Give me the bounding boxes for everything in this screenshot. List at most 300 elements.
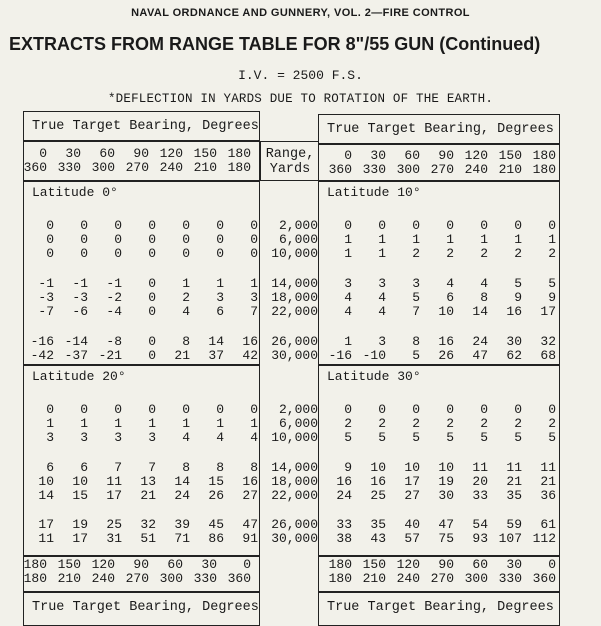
lat30-cell: 0 [514, 402, 522, 417]
bearing-value: 180 [532, 148, 556, 163]
lat20-cell: 26 [208, 488, 224, 503]
bearing-value: 0 [243, 557, 251, 572]
lat20-cell: 13 [140, 474, 156, 489]
lat0-cell: 0 [250, 218, 258, 233]
lat0-cell: 0 [182, 246, 190, 261]
lat10-cell: 5 [412, 348, 420, 363]
lat10-cell: 4 [446, 276, 454, 291]
bearing-value: 240 [159, 160, 183, 175]
lat10-cell: 8 [480, 290, 488, 305]
lat0-cell: 42 [242, 348, 258, 363]
lat20-cell: 8 [250, 460, 258, 475]
range-value-lower: 10,000 [271, 430, 318, 445]
lat10-cell: 68 [540, 348, 556, 363]
lat30-cell: 59 [506, 517, 522, 532]
lat30-cell: 17 [404, 474, 420, 489]
bearing-value: 60 [472, 557, 488, 572]
bearing-value: 240 [464, 162, 488, 177]
lat30-cell: 5 [514, 430, 522, 445]
lat10-cell: 0 [412, 218, 420, 233]
lat30-cell: 27 [404, 488, 420, 503]
lat20-cell: 91 [242, 531, 258, 546]
deflection-note: *DEFLECTION IN YARDS DUE TO ROTATION OF THE EARTH. [107, 92, 494, 106]
range-value: 30,000 [271, 348, 318, 363]
lat10-cell: 3 [378, 334, 386, 349]
lat20-cell: 0 [250, 402, 258, 417]
lat10-cell: 2 [446, 246, 454, 261]
lat0-cell: -1 [38, 276, 54, 291]
bearing-value: 30 [201, 557, 217, 572]
lat30-cell: 24 [336, 488, 352, 503]
bearing-value: 60 [167, 557, 183, 572]
lat10-cell: 1 [446, 232, 454, 247]
lat0-cell: 0 [216, 246, 224, 261]
left-header-box [23, 111, 260, 141]
bearing-value: 270 [125, 571, 149, 586]
lat10-cell: 1 [548, 232, 556, 247]
bearing-value: 0 [344, 148, 352, 163]
lat20-cell: 4 [216, 430, 224, 445]
lat30-cell: 20 [472, 474, 488, 489]
lat30-cell: 0 [548, 402, 556, 417]
lat20-cell: 11 [38, 531, 54, 546]
lat10-cell: 16 [506, 304, 522, 319]
lat10-cell: 4 [344, 304, 352, 319]
bearing-value: 150 [498, 148, 522, 163]
lat20-cell: 32 [140, 517, 156, 532]
bearing-value: 210 [498, 162, 522, 177]
lat20-cell: 17 [38, 517, 54, 532]
lat30-cell: 10 [438, 460, 454, 475]
bearing-value: 360 [23, 160, 47, 175]
bearing-value: 210 [57, 571, 81, 586]
iv-line: I.V. = 2500 F.S. [238, 68, 363, 83]
lat0-label: Latitude 0° [32, 185, 118, 200]
bearing-value: 300 [396, 162, 420, 177]
lat30-cell: 35 [370, 517, 386, 532]
lat10-cell: 0 [378, 218, 386, 233]
lat30-cell: 35 [506, 488, 522, 503]
bearing-value: 180 [23, 557, 47, 572]
lat30-cell: 5 [548, 430, 556, 445]
bearing-value: 330 [193, 571, 217, 586]
lat30-cell: 5 [378, 430, 386, 445]
lat0-cell: 0 [148, 348, 156, 363]
lat30-cell: 2 [446, 416, 454, 431]
bearing-row [318, 572, 556, 586]
lat20-cell: 27 [242, 488, 258, 503]
lat20-cell: 3 [46, 430, 54, 445]
lat0-cell: -4 [106, 304, 122, 319]
lat30-cell: 5 [412, 430, 420, 445]
lat10-cell: 9 [548, 290, 556, 305]
bearing-row [318, 149, 556, 163]
lat30-cell: 21 [506, 474, 522, 489]
bearing-value: 270 [125, 160, 149, 175]
bearing-row [13, 558, 251, 572]
lat30-cell: 16 [336, 474, 352, 489]
lat10-cell: 0 [548, 218, 556, 233]
lat10-cell: 26 [438, 348, 454, 363]
lat0-cell: 0 [114, 218, 122, 233]
lat10-cell: 32 [540, 334, 556, 349]
lat10-cell: 5 [412, 290, 420, 305]
range-value-lower: 30,000 [271, 531, 318, 546]
lat0-cell: 0 [46, 218, 54, 233]
bearing-value: 120 [91, 557, 115, 572]
lat0-cell: 0 [250, 232, 258, 247]
lat20-cell: 3 [80, 430, 88, 445]
lat10-cell: 4 [378, 290, 386, 305]
left-header-label: True Target Bearing, Degrees [32, 119, 259, 134]
lat10-cell: 1 [378, 232, 386, 247]
lat20-cell: 10 [72, 474, 88, 489]
lat20-cell: 6 [46, 460, 54, 475]
lat0-cell: 6 [216, 304, 224, 319]
bearing-row [13, 161, 251, 175]
lat20-cell: 17 [106, 488, 122, 503]
lat0-cell: 0 [148, 232, 156, 247]
bearing-value: 330 [498, 571, 522, 586]
bearing-value: 90 [133, 146, 149, 161]
lat30-cell: 33 [336, 517, 352, 532]
lat0-cell: 0 [80, 246, 88, 261]
lat0-cell: 0 [148, 218, 156, 233]
lat0-cell: 0 [148, 304, 156, 319]
lat30-cell: 5 [480, 430, 488, 445]
lat0-cell: 0 [148, 276, 156, 291]
lat30-cell: 25 [370, 488, 386, 503]
lat10-cell: -16 [328, 348, 352, 363]
lat0-cell: -6 [72, 304, 88, 319]
lat20-cell: 31 [106, 531, 122, 546]
lat10-cell: 1 [344, 246, 352, 261]
lat20-cell: 4 [250, 430, 258, 445]
lat20-cell: 7 [114, 460, 122, 475]
bearing-value: 120 [464, 148, 488, 163]
range-value-lower: 18,000 [271, 474, 318, 489]
lat10-cell: 5 [548, 276, 556, 291]
lat30-cell: 38 [336, 531, 352, 546]
lat10-cell: 3 [344, 276, 352, 291]
lat20-cell: 0 [114, 402, 122, 417]
bearing-value: 330 [57, 160, 81, 175]
lat0-cell: 14 [208, 334, 224, 349]
lat0-cell: -7 [38, 304, 54, 319]
lat20-cell: 10 [38, 474, 54, 489]
right-bearings [318, 149, 556, 177]
lat30-cell: 0 [344, 402, 352, 417]
lat10-cell: 5 [514, 276, 522, 291]
lat20-cell: 1 [182, 416, 190, 431]
lat30-cell: 5 [344, 430, 352, 445]
bearing-value: 120 [396, 557, 420, 572]
lat30-cell: 11 [540, 460, 556, 475]
lat0-cell: 0 [80, 218, 88, 233]
lat0-cell: 1 [250, 276, 258, 291]
lat0-cell: -42 [30, 348, 54, 363]
lat10-cell: 2 [514, 246, 522, 261]
lat20-cell: 0 [46, 402, 54, 417]
lat10-cell: 0 [480, 218, 488, 233]
bearing-value: 30 [370, 148, 386, 163]
bearing-row [13, 572, 251, 586]
lat0-cell: -1 [72, 276, 88, 291]
lat30-cell: 21 [540, 474, 556, 489]
bearing-value: 240 [396, 571, 420, 586]
lat0-cell: 0 [114, 232, 122, 247]
bearing-row [318, 163, 556, 177]
lat30-cell: 43 [370, 531, 386, 546]
lat0-cell: 3 [250, 290, 258, 305]
bearing-value: 180 [23, 571, 47, 586]
lat0-cell: 16 [242, 334, 258, 349]
lat20-cell: 47 [242, 517, 258, 532]
lat20-cell: 71 [174, 531, 190, 546]
lat0-cell: -16 [30, 334, 54, 349]
left-footer-bearings [13, 558, 251, 586]
lat0-cell: 0 [46, 246, 54, 261]
lat30-cell: 54 [472, 517, 488, 532]
lat0-cell: 0 [148, 246, 156, 261]
lat10-cell: 1 [480, 232, 488, 247]
lat20-cell: 4 [182, 430, 190, 445]
lat30-cell: 9 [344, 460, 352, 475]
bearing-value: 30 [506, 557, 522, 572]
range-value-lower: 6,000 [278, 416, 318, 431]
lat20-cell: 1 [216, 416, 224, 431]
lat0-cell: -8 [106, 334, 122, 349]
lat0-cell: 8 [182, 334, 190, 349]
lat0-cell: 7 [250, 304, 258, 319]
lat10-cell: 24 [472, 334, 488, 349]
lat10-cell: 0 [446, 218, 454, 233]
lat30-cell: 0 [480, 402, 488, 417]
lat20-cell: 86 [208, 531, 224, 546]
bearing-value: 60 [404, 148, 420, 163]
lat20-cell: 0 [148, 402, 156, 417]
lat20-cell: 19 [72, 517, 88, 532]
range-value-lower: 22,000 [271, 488, 318, 503]
right-header-box [318, 114, 560, 144]
lat10-cell: 3 [412, 276, 420, 291]
lat30-cell: 19 [438, 474, 454, 489]
lat10-cell: 14 [472, 304, 488, 319]
bearing-value: 90 [438, 148, 454, 163]
lat20-cell: 1 [114, 416, 122, 431]
lat10-cell: 3 [378, 276, 386, 291]
lat10-cell: 6 [446, 290, 454, 305]
lat20-cell: 0 [80, 402, 88, 417]
lat30-cell: 112 [532, 531, 556, 546]
lat30-cell: 107 [498, 531, 522, 546]
lat30-cell: 93 [472, 531, 488, 546]
lat0-cell: 3 [216, 290, 224, 305]
bearing-value: 30 [65, 146, 81, 161]
lat0-cell: -3 [38, 290, 54, 305]
lat30-cell: 61 [540, 517, 556, 532]
lat20-cell: 21 [140, 488, 156, 503]
lat0-cell: -2 [106, 290, 122, 305]
lat30-cell: 75 [438, 531, 454, 546]
left-bearings [13, 147, 251, 175]
lat20-cell: 1 [80, 416, 88, 431]
lat10-cell: 4 [344, 290, 352, 305]
range-label-2: Yards [269, 162, 311, 177]
lat30-cell: 2 [514, 416, 522, 431]
lat0-cell: -1 [106, 276, 122, 291]
lat20-cell: 1 [250, 416, 258, 431]
lat0-cell: 0 [46, 232, 54, 247]
lat30-cell: 47 [438, 517, 454, 532]
lat10-cell: 0 [514, 218, 522, 233]
bearing-value: 0 [39, 146, 47, 161]
lat30-cell: 2 [412, 416, 420, 431]
bearing-value: 0 [548, 557, 556, 572]
range-value: 22,000 [271, 304, 318, 319]
lat30-cell: 30 [438, 488, 454, 503]
lat10-cell: 1 [344, 232, 352, 247]
lat10-cell: 47 [472, 348, 488, 363]
lat20-cell: 14 [38, 488, 54, 503]
bearing-value: 210 [362, 571, 386, 586]
lat10-cell: 7 [412, 304, 420, 319]
range-value-lower: 14,000 [271, 460, 318, 475]
range-value: 18,000 [271, 290, 318, 305]
lat30-cell: 5 [446, 430, 454, 445]
lat20-cell: 45 [208, 517, 224, 532]
lat0-cell: 21 [174, 348, 190, 363]
page-title [9, 34, 540, 55]
bearing-value: 180 [328, 557, 352, 572]
lat30-cell: 0 [378, 402, 386, 417]
lat0-cell: 2 [182, 290, 190, 305]
lat0-cell: 0 [182, 218, 190, 233]
lat20-cell: 24 [174, 488, 190, 503]
lat30-cell: 2 [344, 416, 352, 431]
right-bottom-header-box [318, 592, 560, 626]
lat10-cell: 10 [438, 304, 454, 319]
lat10-cell: 2 [412, 246, 420, 261]
lat30-cell: 36 [540, 488, 556, 503]
bearing-value: 360 [532, 571, 556, 586]
lat10-cell: 2 [480, 246, 488, 261]
lat0-cell: 1 [216, 276, 224, 291]
lat20-cell: 16 [242, 474, 258, 489]
bearing-value: 150 [362, 557, 386, 572]
bearing-value: 240 [91, 571, 115, 586]
lat20-cell: 14 [174, 474, 190, 489]
bearing-value: 180 [227, 146, 251, 161]
lat10-cell: 16 [438, 334, 454, 349]
lat20-label: Latitude 20° [32, 369, 126, 384]
lat20-cell: 17 [72, 531, 88, 546]
range-value: 14,000 [271, 276, 318, 291]
lat30-cell: 2 [378, 416, 386, 431]
right-header-label: True Target Bearing, Degrees [327, 122, 554, 137]
lat10-cell: 0 [344, 218, 352, 233]
lat30-cell: 0 [412, 402, 420, 417]
lat20-cell: 15 [208, 474, 224, 489]
right-bottom-header-label: True Target Bearing, Degrees [327, 600, 554, 615]
bearing-value: 360 [227, 571, 251, 586]
left-bottom-header-box [23, 592, 260, 626]
lat20-cell: 0 [216, 402, 224, 417]
right-footer-bearings [318, 558, 556, 586]
bearing-value: 120 [159, 146, 183, 161]
bearing-value: 60 [99, 146, 115, 161]
lat20-cell: 15 [72, 488, 88, 503]
lat10-cell: 1 [344, 334, 352, 349]
bearing-value: 300 [464, 571, 488, 586]
title-main: EXTRACTS FROM RANGE TABLE FOR 8"/55 GUN [9, 34, 435, 54]
lat30-cell: 0 [446, 402, 454, 417]
bearing-value: 90 [133, 557, 149, 572]
lat10-cell: 1 [412, 232, 420, 247]
lat0-cell: 37 [208, 348, 224, 363]
lat0-cell: -21 [98, 348, 122, 363]
lat20-cell: 3 [148, 430, 156, 445]
lat20-cell: 51 [140, 531, 156, 546]
lat20-cell: 25 [106, 517, 122, 532]
lat20-cell: 8 [182, 460, 190, 475]
lat10-cell: 1 [514, 232, 522, 247]
bearing-value: 180 [532, 162, 556, 177]
range-value: 26,000 [271, 334, 318, 349]
lat30-label: Latitude 30° [327, 369, 421, 384]
lat30-cell: 2 [548, 416, 556, 431]
lat10-cell: 9 [514, 290, 522, 305]
lat0-cell: 0 [216, 232, 224, 247]
title-continued: (Continued) [439, 34, 541, 54]
lat20-cell: 7 [148, 460, 156, 475]
lat20-cell: 8 [216, 460, 224, 475]
lat10-cell: 62 [506, 348, 522, 363]
lat10-cell: 4 [378, 304, 386, 319]
lat0-cell: 1 [182, 276, 190, 291]
range-label-1: Range, [265, 147, 315, 162]
lat20-cell: 0 [182, 402, 190, 417]
bearing-value: 210 [193, 160, 217, 175]
left-bottom-header-label: True Target Bearing, Degrees [32, 600, 259, 615]
lat10-cell: 8 [412, 334, 420, 349]
bearing-row [318, 558, 556, 572]
lat0-cell: 0 [148, 334, 156, 349]
lat10-cell: 4 [480, 276, 488, 291]
lat20-cell: 1 [148, 416, 156, 431]
lat0-cell: -3 [72, 290, 88, 305]
lat10-cell: 2 [548, 246, 556, 261]
lat30-cell: 40 [404, 517, 420, 532]
lat0-cell: 4 [182, 304, 190, 319]
range-value: 10,000 [271, 246, 318, 261]
lat0-cell: 0 [114, 246, 122, 261]
lat30-cell: 2 [480, 416, 488, 431]
lat20-cell: 6 [80, 460, 88, 475]
lat30-cell: 16 [370, 474, 386, 489]
lat20-cell: 39 [174, 517, 190, 532]
bearing-value: 150 [193, 146, 217, 161]
running-head: NAVAL ORDNANCE AND GUNNERY, VOL. 2—FIRE CONTROL [131, 7, 470, 19]
lat20-cell: 1 [46, 416, 54, 431]
lat30-cell: 10 [404, 460, 420, 475]
lat0-cell: 0 [148, 290, 156, 305]
range-value: 2,000 [278, 218, 318, 233]
lat30-cell: 57 [404, 531, 420, 546]
bearing-value: 300 [91, 160, 115, 175]
lat10-label: Latitude 10° [327, 185, 421, 200]
bearing-row [13, 147, 251, 161]
